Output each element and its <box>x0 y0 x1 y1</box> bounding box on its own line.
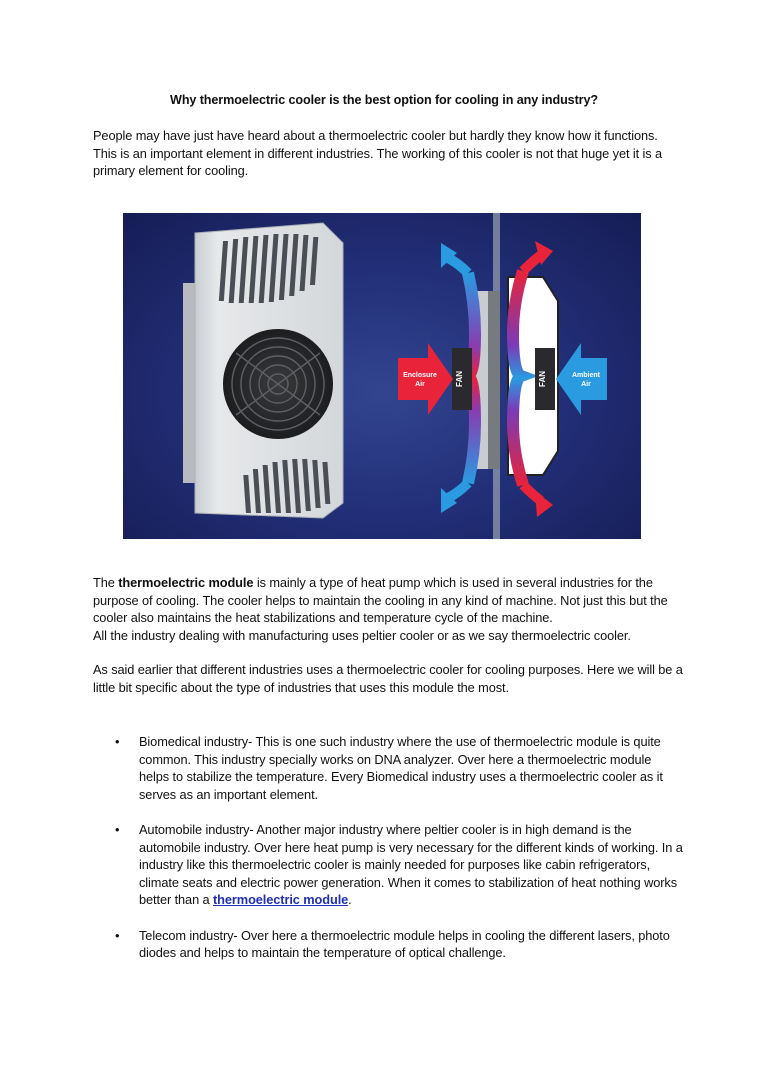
intro-paragraph: People may have just have heard about a thermoelectric cooler but hardly they know how it functions. This is an important element in different industries. The working of this cooler is not that huge yet it is a primary element for cooling. <box>93 128 663 179</box>
bullet-icon: • <box>115 821 120 837</box>
ambient-air-label-line1: Ambient <box>572 372 600 379</box>
module-paragraph-line2: All the industry dealing with manufacturing uses peltier cooler or as we say thermoelectric cooler. <box>93 627 631 643</box>
bullet-icon: • <box>115 927 120 943</box>
enclosure-air-arrow <box>398 343 453 415</box>
cooler-unit <box>183 223 343 518</box>
cooler-illustration <box>123 213 641 539</box>
bullet-text: Biomedical industry- This is one such industry where the use of thermoelectric module is quite common. This industry specially works on DNA analyzer. Over here a thermoelectric module helps to stabilize the temperature. Every Biomedical industry uses a thermoelectric cooler as it serves as an important element. <box>139 734 663 802</box>
ambient-air-label-line2: Air <box>581 381 591 388</box>
module-paragraph-bold: thermoelectric module <box>118 575 254 590</box>
airflow-diagram <box>398 213 607 539</box>
list-item-biomedical <box>93 733 683 803</box>
list-item-automobile <box>93 821 683 909</box>
thermoelectric-cooler-figure <box>123 213 641 539</box>
bullet-suffix: . <box>348 892 352 908</box>
thermoelectric-module-link[interactable]: thermoelectric module <box>213 892 349 908</box>
enclosure-air-label-line2: Air <box>415 381 425 388</box>
bullet-text: Automobile industry- Another major industry where peltier cooler is in high demand is the automobile industry. Over here heat pump is very necessary for the different kinds of working. In a industry like this thermoelectric cooler is mainly needed for purposes like cabin refrigerators, climate seats and electric power generation. When it comes to stabilization of heat nothing works better than a <box>139 821 683 908</box>
fan-left-label: FAN <box>455 371 464 387</box>
module-paragraph <box>93 574 683 644</box>
enclosure-air-label-line1: Enclosure <box>403 372 437 379</box>
industries-intro-paragraph: As said earlier that different industries uses a thermoelectric cooler for cooling purposes. Here we will be a little bit specific about the type of industries that uses this module the most. <box>93 662 683 695</box>
module-paragraph-rest: is mainly a type of heat pump which is used in several industries for the purpose of cooling. The cooler helps to maintain the cooling in any kind of machine. Not just this but the cooler also maintains the heat stabilizations and temperature cycle of the machine. <box>93 575 668 626</box>
bullet-icon: • <box>115 734 120 749</box>
document-title: Why thermoelectric cooler is the best option for cooling in any industry? <box>170 93 598 107</box>
industry-bullet-list <box>93 733 683 979</box>
ambient-air-arrow <box>556 343 607 415</box>
fan-right-label: FAN <box>538 371 547 387</box>
list-item-telecom <box>93 927 683 962</box>
bullet-text: Telecom industry- Over here a thermoelectric module helps in cooling the different lasers, photo diodes and helps to maintain the temperature of optical challenge. <box>139 927 670 961</box>
module-paragraph-prefix: The <box>93 575 119 590</box>
